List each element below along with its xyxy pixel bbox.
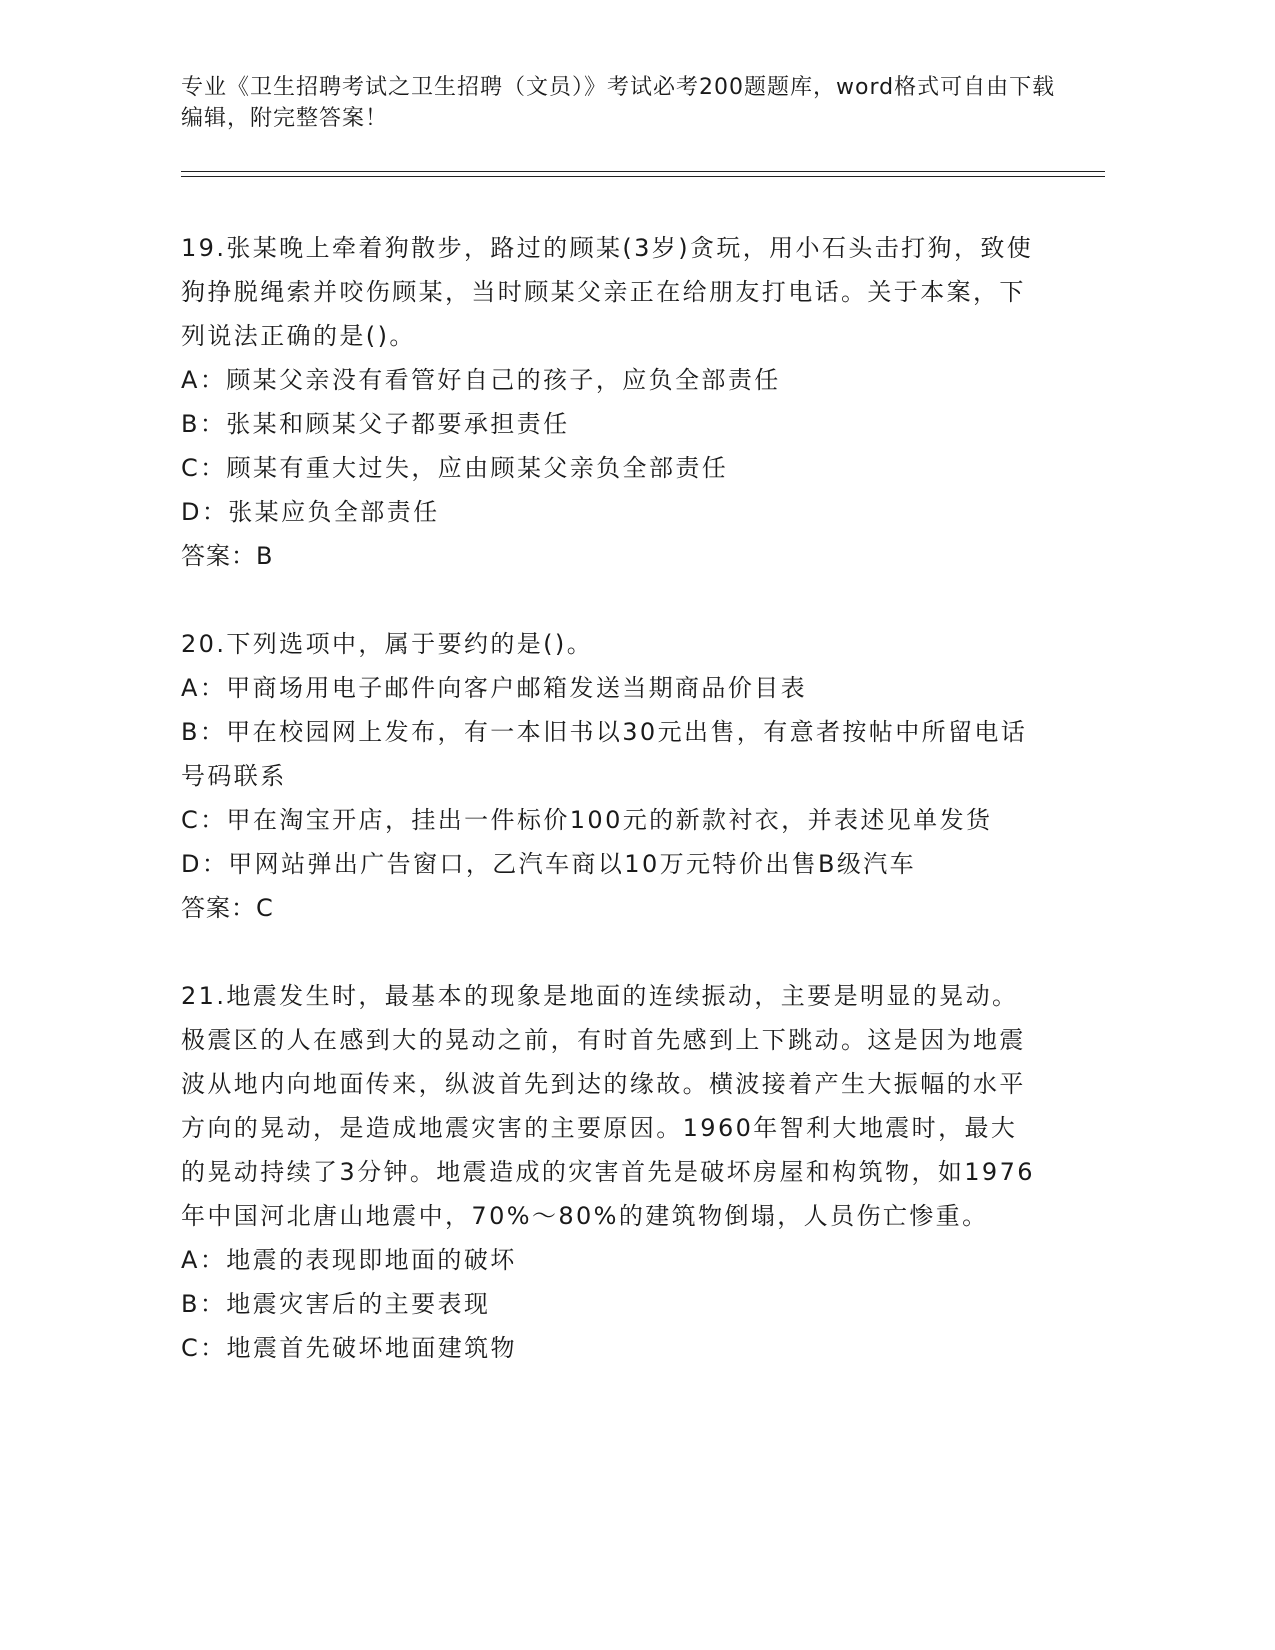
answer-line: 答案：C xyxy=(181,894,274,922)
option-a: A：地震的表现即地面的破坏 xyxy=(181,1246,517,1274)
question-20 xyxy=(181,622,1041,930)
option-c: C：甲在淘宝开店，挂出一件标价100元的新款衬衣，并表述见单发货 xyxy=(181,806,993,834)
option-c: C：顾某有重大过失，应由顾某父亲负全部责任 xyxy=(181,454,729,482)
header-divider-line-second xyxy=(181,176,1105,177)
option-b: B：甲在校园网上发布，有一本旧书以30元出售，有意者按帖中所留电话号码联系 xyxy=(181,718,1028,790)
header-divider-line xyxy=(181,171,1105,172)
question-21 xyxy=(181,974,1041,1370)
question-list xyxy=(181,226,1041,1370)
question-spacer xyxy=(181,578,1041,622)
question-stem: 19.张某晚上牵着狗散步，路过的顾某(3岁)贪玩，用小石头击打狗，致使狗挣脱绳索并咬伤顾某，当时顾某父亲正在给朋友打电话。关于本案，下列说法正确的是()。 xyxy=(181,234,1034,350)
option-a: A：甲商场用电子邮件向客户邮箱发送当期商品价目表 xyxy=(181,674,808,702)
option-c: C：地震首先破坏地面建筑物 xyxy=(181,1334,517,1362)
question-stem: 20.下列选项中，属于要约的是()。 xyxy=(181,630,594,658)
option-d: D：张某应负全部责任 xyxy=(181,498,440,526)
answer-line: 答案：B xyxy=(181,542,274,570)
option-b: B：地震灾害后的主要表现 xyxy=(181,1290,491,1318)
option-d: D：甲网站弹出广告窗口，乙汽车商以10万元特价出售B级汽车 xyxy=(181,850,917,878)
option-b: B：张某和顾某父子都要承担责任 xyxy=(181,410,570,438)
document-header: 专业《卫生招聘考试之卫生招聘（文员）》考试必考200题题库，word格式可自由下载编辑，附完整答案！ xyxy=(181,75,1056,131)
question-spacer xyxy=(181,930,1041,974)
option-a: A：顾某父亲没有看管好自己的孩子，应负全部责任 xyxy=(181,366,781,394)
question-19 xyxy=(181,226,1041,578)
question-stem: 21.地震发生时，最基本的现象是地面的连续振动，主要是明显的晃动。极震区的人在感到大的晃动之前，有时首先感到上下跳动。这是因为地震波从地内向地面传来，纵波首先到达的缘故。横波接着产生大振幅的水平方向的晃动，是造成地震灾害的主要原因。1960年智利大地震时，最大的晃动持续了3分钟。地震造成的灾害首先是破坏房屋和构筑物，如1976年中国河北唐山地震中，70%～80%的建筑物倒塌，人员伤亡惨重。 xyxy=(181,982,1035,1230)
